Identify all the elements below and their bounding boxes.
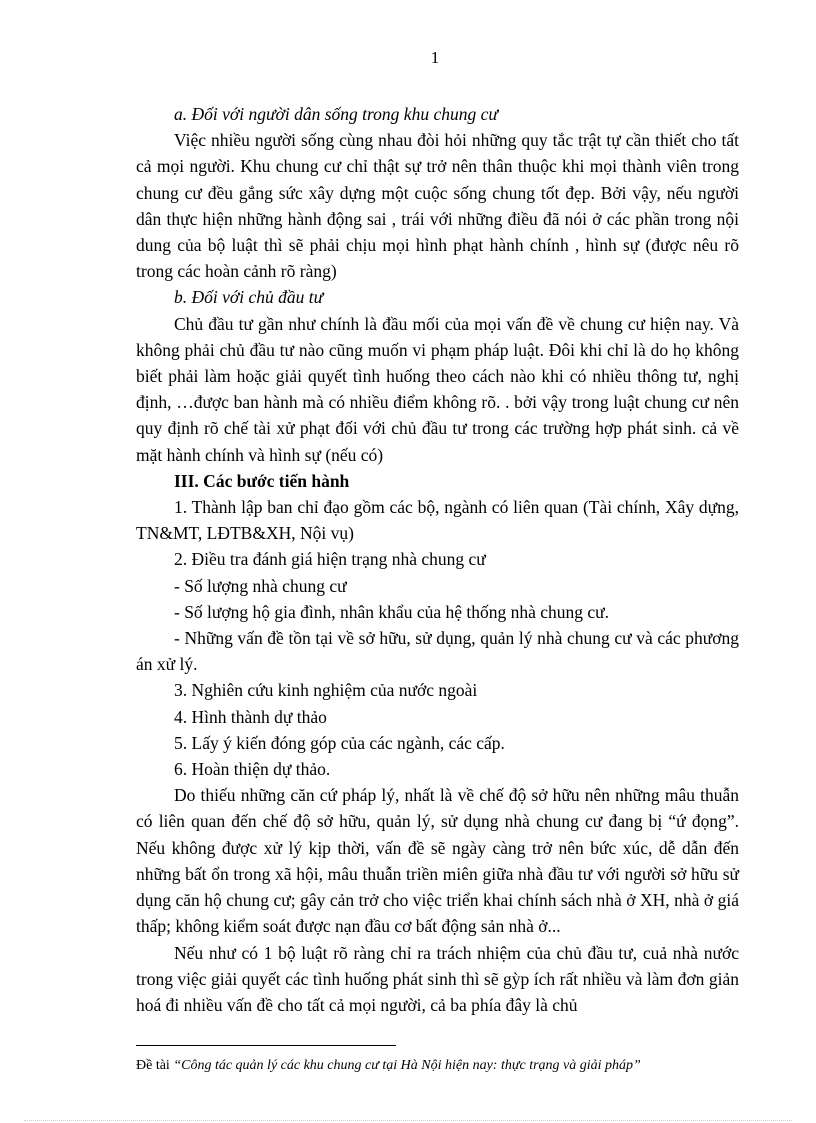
page-number: 1	[430, 48, 440, 67]
section-iii-heading: III. Các bước tiến hành	[174, 470, 350, 491]
document-body	[136, 101, 739, 1018]
section-b-heading: b. Đối với chủ đầu tư	[174, 287, 324, 308]
closing-paragraph: Do thiếu những căn cứ pháp lý, nhất là về chế độ sở hữu nên những mâu thuẫn có liên quan đến chế độ sở hữu, quản lý, sử dụng nhà chung cư đang bị “ứ đọng”. Nếu không được xử lý kịp thời, vấn đề sẽ ngày càng trở nên bức xúc, dễ dẫn đến những bất ổn trong xã hội, mâu thuẫn triền miên giữa nhà đầu tư với người sở hữu sử dụng căn hộ chung cư; gây cản trở cho việc triển khai chính sách nhà ở XH, nhà ở giá thấp; không kiểm soát được nạn đầu cơ bất động sản nhà ở...	[136, 785, 739, 937]
footer-title: “Công tác quản lý các khu chung cư tại Hà Nội hiện nay: thực trạng và giải pháp”	[173, 1058, 641, 1073]
closing-paragraph: Nếu như có 1 bộ luật rõ ràng chỉ ra trách nhiệm của chủ đầu tư, cuả nhà nước trong việc giải quyết các tình huống phát sinh thì sẽ gỳp ích rất nhiều và làm đơn giản hoá đi nhiều vấn đề cho tất cả mọi người, cả ba phía đây là chủ	[136, 942, 739, 1015]
step-item: 5. Lấy ý kiến đóng góp của các ngành, các cấp.	[174, 732, 505, 753]
step-item: - Số lượng nhà chung cư	[174, 575, 347, 596]
section-a-paragraph: Việc nhiều người sống cùng nhau đòi hỏi những quy tắc trật tự cần thiết cho tất cả mọi người. Khu chung cư chỉ thật sự trở nên thân thuộc khi mọi thành viên trong chung cư đều gắng sức xây dựng một cuộc sống chung tốt đẹp. Bởi vậy, nếu người dân thực hiện những hành động sai , trái với những điều đã nói ở các phần trong nội dung của bộ luật thì sẽ phải chịu mọi hình phạt hành chính , hình sự (được nêu rõ trong các hoàn cảnh rõ ràng)	[136, 130, 739, 282]
footer-rule	[136, 1045, 396, 1046]
step-item: 4. Hình thành dự thảo	[174, 706, 327, 727]
section-b-paragraph: Chủ đầu tư gần như chính là đầu mối của mọi vấn đề về chung cư hiện nay. Và không phải chủ đầu tư nào cũng muốn vi phạm pháp luật. Đôi khi chỉ là do họ không biết phải làm hoặc giải quyết tình huống theo cách nào khi có nhiều thông tư, nghị định, …được ban hành mà có nhiều điểm không rõ. . bởi vậy trong luật chung cư nên quy định rõ chế tài xử phạt đối với chủ đầu tư trong các trường hợp phát sinh. cả về mặt hành chính và hình sự (nếu có)	[136, 313, 739, 465]
step-item: 2. Điều tra đánh giá hiện trạng nhà chung cư	[174, 549, 486, 570]
page-edge-divider	[24, 1120, 792, 1121]
step-item: - Những vấn đề tồn tại về sở hữu, sử dụng, quản lý nhà chung cư và các phương án xử lý.	[136, 628, 739, 675]
step-item: - Số lượng hộ gia đình, nhân khẩu của hệ thống nhà chung cư.	[174, 601, 610, 622]
step-item: 6. Hoàn thiện dự thảo.	[174, 759, 331, 780]
footer-topic	[136, 1058, 776, 1074]
section-a-heading: a. Đối với người dân sống trong khu chung cư	[174, 104, 498, 124]
step-item: 3. Nghiên cứu kinh nghiệm của nước ngoài	[174, 680, 478, 701]
step-item: 1. Thành lập ban chỉ đạo gồm các bộ, ngành có liên quan (Tài chính, Xây dựng, TN&MT, LĐTB&XH, Nội vụ)	[136, 497, 739, 544]
footer-prefix: Đề tài	[136, 1058, 174, 1073]
